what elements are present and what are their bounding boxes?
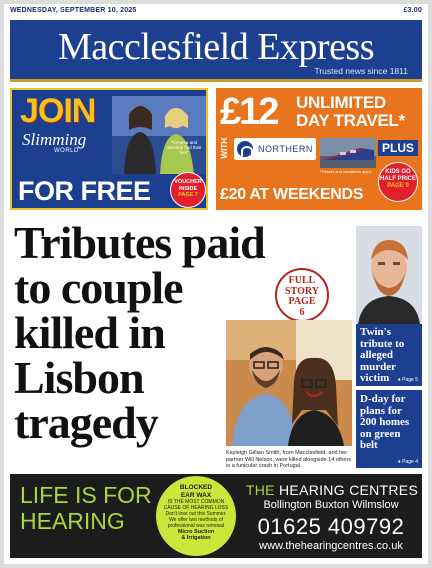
hearing-centres-advert[interactable] (10, 474, 422, 558)
masthead-tagline: Trusted news since 1811 (314, 66, 408, 76)
full-story-l2: STORY (285, 285, 319, 297)
bubble-t7: professional wax removal (167, 523, 225, 529)
promo-brand-name: Slimming (22, 130, 87, 149)
advert-slogan-line1: LIFE IS FOR (20, 482, 152, 508)
promo-brand-sub: WORLD (54, 148, 79, 154)
bubble-t3: IS THE MOST COMMON (167, 499, 225, 505)
full-story-badge[interactable] (275, 268, 329, 322)
headline-line: Lisbon (14, 352, 144, 403)
advert-slogan-line2: HEARING (20, 508, 125, 534)
front-page (4, 4, 428, 564)
voucher-page: PAGE 7 (178, 192, 198, 198)
lead-headline[interactable] (14, 217, 265, 448)
company-name: HEARING CENTRES (279, 482, 419, 498)
dateline (10, 7, 422, 19)
voucher-line1: VOUCHER (174, 179, 202, 185)
bubble-t2: EAR WAX (180, 491, 212, 499)
full-story-l1: FULL (288, 275, 316, 286)
train-photo (320, 138, 376, 168)
bubble-t5: Don't lose out this Summer. (165, 511, 227, 517)
bubble-t4: CAUSE OF HEARING LOSS (163, 505, 229, 511)
travel-offer-line1: UNLIMITED (296, 93, 386, 112)
travel-price: £12 (220, 91, 278, 133)
full-story-l4: 6 (299, 306, 305, 318)
weekend-price: £20 AT WEEKENDS (220, 186, 364, 203)
advert-website[interactable]: www.thehearingcentres.co.uk (259, 540, 403, 552)
side-story-page: ● Page 5 (397, 377, 418, 383)
side-story-page: ● Page 4 (397, 459, 418, 465)
hearing-centres-logo (244, 482, 420, 498)
promo-women-photo (112, 96, 206, 174)
advert-towns: Bollington Buxton Wilmslow (263, 499, 399, 511)
promo-for-free: FOR FREE (18, 176, 151, 206)
twin-portrait-photo (356, 226, 422, 324)
headline-line: killed in (14, 307, 165, 358)
slimming-world-promo[interactable] (10, 88, 208, 210)
northern-logo-icon (237, 141, 253, 157)
bubble-t1: BLOCKED (179, 484, 213, 491)
company-the: THE (245, 482, 275, 498)
bubble-t8: Micro Suction (177, 529, 215, 535)
advert-phone[interactable]: 01625 409792 (257, 514, 405, 539)
plus-label: PLUS (378, 140, 418, 156)
cover-price: £3.00 (403, 7, 422, 14)
couple-photo-caption: Kayleigh Gillian Smith, from Macclesfield, and her partner Will Nelson, were killed alongside 14 others in a funicular crash in Portugal (226, 450, 352, 469)
northern-name: NORTHERN (258, 144, 313, 154)
side-story-headline: D-day for plans for 200 homes on green belt (360, 393, 410, 451)
issue-date: WEDNESDAY, SEPTEMBER 10, 2025 (10, 7, 137, 14)
promo-photo-caption: "Gemma and Jasmine find their feet" (166, 140, 202, 155)
side-story-twin[interactable] (356, 324, 422, 386)
travel-offer (296, 94, 405, 130)
northern-logo-box (234, 138, 316, 160)
voucher-line2: INSIDE (178, 185, 198, 192)
bubble-t9: & Irrigation (181, 535, 211, 541)
train-caption: *Tickets and conditions apply (320, 169, 372, 174)
travel-offer-line2: DAY TRAVEL* (296, 111, 405, 130)
headline-line: Tributes paid (14, 217, 265, 268)
masthead[interactable] (10, 20, 422, 82)
northern-travel-promo[interactable] (216, 88, 422, 210)
advert-slogan (20, 482, 152, 534)
travel-with: WITH (220, 138, 229, 159)
voucher-badge[interactable] (170, 172, 206, 208)
side-story-headline: Twin's tribute to alleged murder victim (360, 326, 405, 384)
bubble-t6: We offer two methods of (168, 517, 223, 523)
kids-line1: KIDS GO (385, 169, 411, 175)
kids-line2: HALF PRICE (380, 176, 416, 182)
masthead-title: Macclesfield Express (57, 26, 375, 68)
promo-join-text: JOIN (20, 92, 96, 130)
full-story-l3: PAGE (288, 296, 316, 307)
headline-line: to couple (14, 262, 183, 313)
ear-wax-bubble (156, 476, 236, 556)
headline-line: tragedy (14, 397, 158, 448)
side-story-green-belt[interactable] (356, 390, 422, 468)
kids-half-price-badge[interactable] (378, 162, 418, 202)
couple-photo (226, 320, 352, 446)
kids-page: PAGE 9 (387, 183, 409, 189)
